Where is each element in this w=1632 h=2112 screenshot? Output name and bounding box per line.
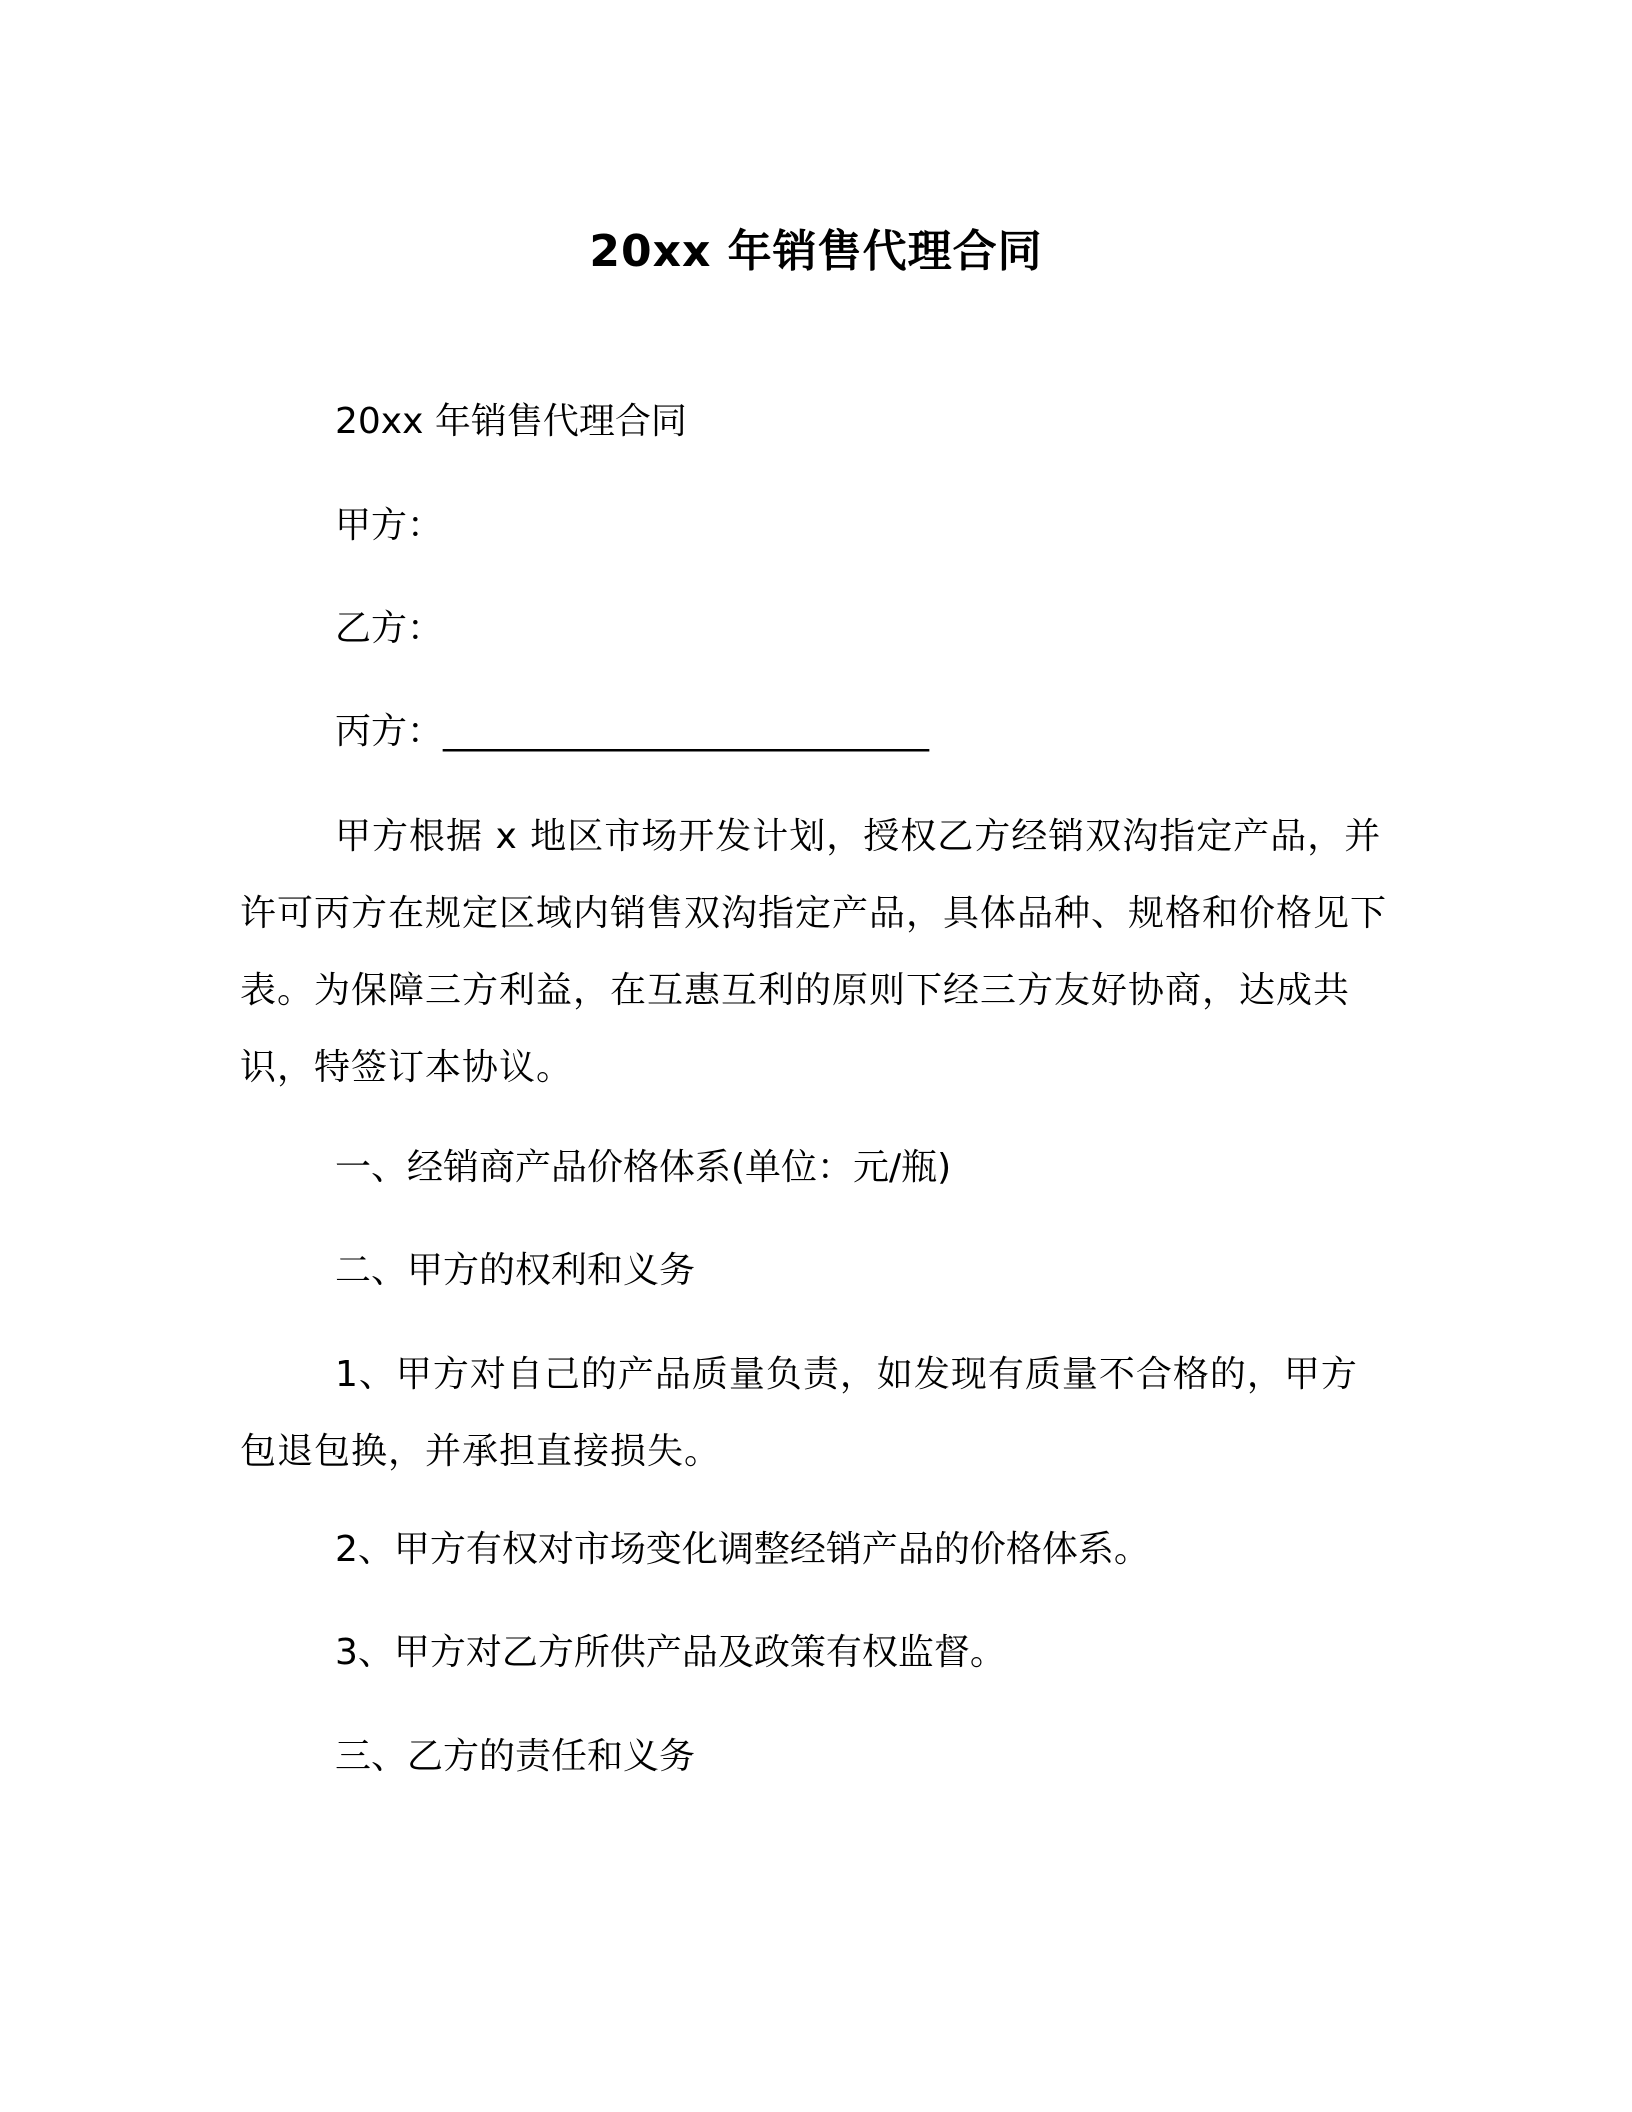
intro-paragraph: 甲方根据 x 地区市场开发计划，授权乙方经销双沟指定产品，并许可丙方在规定区域内销售双沟指定产品，具体品种、规格和价格见下表。为保障三方利益，在互惠互利的原则下经三方友好协商，达成共识，特签订本协议。 bbox=[240, 816, 1388, 1088]
party-a-line: 甲方： bbox=[335, 505, 444, 546]
party-c-line: 丙方：___________________________ bbox=[335, 711, 930, 752]
clause-2-3: 3、甲方对乙方所供产品及政策有权监督。 bbox=[335, 1632, 1006, 1673]
document-title: 20xx 年销售代理合同 bbox=[589, 226, 1043, 277]
clause-2-2: 2、甲方有权对市场变化调整经销产品的价格体系。 bbox=[335, 1529, 1150, 1570]
document-subtitle: 20xx 年销售代理合同 bbox=[335, 401, 687, 442]
section-1-heading: 一、经销商产品价格体系(单位：元/瓶) bbox=[335, 1147, 952, 1188]
section-3-heading: 三、乙方的责任和义务 bbox=[335, 1736, 696, 1777]
section-2-heading: 二、甲方的权利和义务 bbox=[335, 1250, 696, 1291]
clause-2-1: 1、甲方对自己的产品质量负责，如发现有质量不合格的，甲方包退包换，并承担直接损失。 bbox=[240, 1354, 1358, 1472]
party-b-line: 乙方： bbox=[335, 608, 444, 649]
